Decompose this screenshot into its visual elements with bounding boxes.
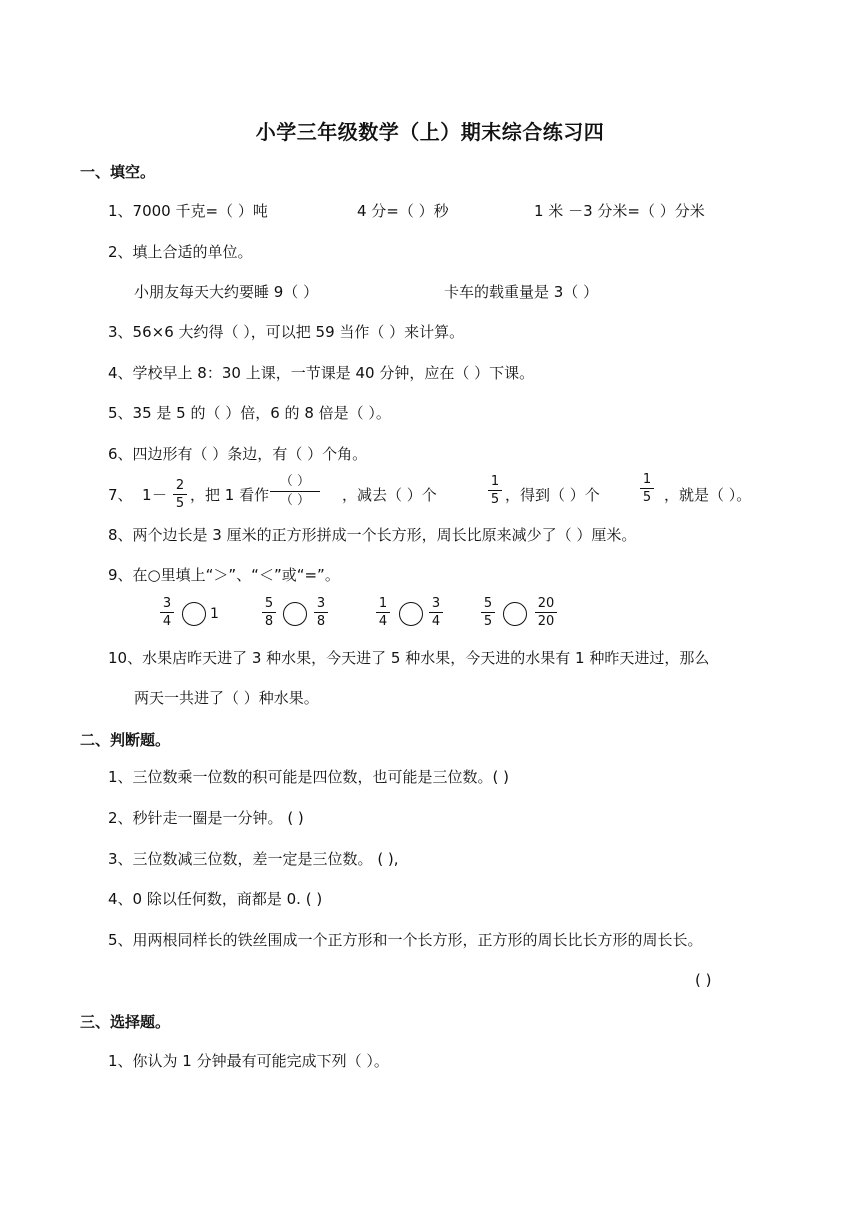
fraction-denominator: 5 <box>642 490 652 505</box>
compare-b-left <box>262 596 276 629</box>
question-6: 6、四边形有（ ）条边，有（ ）个角。 <box>108 445 368 463</box>
fraction-numerator: 1 <box>378 596 388 611</box>
question-1c: 1 米 －3 分米=（ ）分米 <box>534 202 705 220</box>
question-7-text-4: ，就是（ ）。 <box>664 486 752 504</box>
question-5: 5、35 是 5 的（ ）倍，6 的 8 倍是（ ）。 <box>108 404 391 422</box>
section-judge-heading: 二、判断题。 <box>80 731 171 749</box>
page-title: 小学三年级数学（上）期末综合练习四 <box>255 120 605 144</box>
compare-d-right <box>535 596 557 629</box>
fraction-bar <box>535 612 557 613</box>
fraction-bar <box>488 490 502 491</box>
question-7-text-3: ，得到（ ）个 <box>505 486 600 504</box>
question-7-one: 1 <box>142 486 152 504</box>
fraction-one-fifth-a <box>488 474 502 507</box>
compare-d-left <box>481 596 495 629</box>
fraction-bar <box>640 488 654 489</box>
question-7-text-2: ，减去（ ）个 <box>342 486 437 504</box>
judge-3: 3、三位数减三位数，差一定是三位数。 ( ), <box>108 850 399 868</box>
fraction-bar <box>160 612 174 613</box>
compare-c-left <box>376 596 390 629</box>
question-2b: 卡车的载重量是 3（ ） <box>444 283 599 301</box>
judge-1: 1、三位数乘一位数的积可能是四位数，也可能是三位数。( ) <box>108 768 510 786</box>
fraction-bar <box>270 491 320 492</box>
fraction-one-fifth-b <box>640 472 654 505</box>
question-9: 9、在○里填上“＞”、“＜”或“=”。 <box>108 566 340 584</box>
fraction-numerator: 5 <box>483 596 493 611</box>
question-1a: 1、7000 千克=（ ）吨 <box>108 202 268 220</box>
fraction-denominator: 5 <box>175 496 185 511</box>
fraction-numerator: 20 <box>537 596 555 611</box>
question-10-line-2: 两天一共进了（ ）种水果。 <box>134 689 319 707</box>
question-2: 2、填上合适的单位。 <box>108 243 253 261</box>
fraction-denominator: 5 <box>483 614 493 629</box>
fraction-denominator: 20 <box>537 614 555 629</box>
fraction-numerator: 1 <box>642 472 652 487</box>
question-7-text-1: ，把 1 看作 <box>190 486 270 504</box>
compare-circle-b[interactable] <box>283 602 307 626</box>
fraction-blank <box>270 474 320 509</box>
question-1b: 4 分=（ ）秒 <box>357 202 449 220</box>
fraction-bar <box>173 494 187 495</box>
fraction-numerator: 3 <box>316 596 326 611</box>
fraction-denominator: 4 <box>378 614 388 629</box>
fraction-bar <box>376 612 390 613</box>
judge-5-blank: ( ) <box>695 971 712 989</box>
judge-5: 5、用两根同样长的铁丝围成一个正方形和一个长方形，正方形的周长比长方形的周长长。 <box>108 931 703 949</box>
fraction-denominator: 4 <box>431 614 441 629</box>
question-3: 3、56×6 大约得（ ），可以把 59 当作（ ）来计算。 <box>108 323 465 341</box>
compare-circle-c[interactable] <box>399 602 423 626</box>
compare-b-right <box>314 596 328 629</box>
fraction-numerator: 3 <box>431 596 441 611</box>
compare-a-left <box>160 596 174 629</box>
fraction-blank-numerator: （ ） <box>279 474 311 489</box>
fraction-denominator: 4 <box>162 614 172 629</box>
fraction-bar <box>481 612 495 613</box>
fraction-numerator: 3 <box>162 596 172 611</box>
question-7-minus: － <box>152 486 168 504</box>
compare-c-right <box>429 596 443 629</box>
judge-2: 2、秒针走一圈是一分钟。 ( ) <box>108 809 304 827</box>
fraction-two-fifths <box>173 478 187 511</box>
section-fill-heading: 一、填空。 <box>80 163 156 181</box>
fraction-numerator: 5 <box>264 596 274 611</box>
judge-4: 4、0 除以任何数，商都是 0. ( ) <box>108 890 323 908</box>
question-8: 8、两个边长是 3 厘米的正方形拼成一个长方形，周长比原来减少了（ ）厘米。 <box>108 526 637 544</box>
fraction-denominator: 5 <box>490 492 500 507</box>
fraction-denominator: 8 <box>264 614 274 629</box>
compare-circle-a[interactable] <box>182 602 206 626</box>
fraction-numerator: 2 <box>175 478 185 493</box>
fraction-blank-denominator: （ ） <box>279 493 311 508</box>
fraction-denominator: 8 <box>316 614 326 629</box>
question-10-line-1: 10、水果店昨天进了 3 种水果，今天进了 5 种水果，今天进的水果有 1 种昨天进过，那么 <box>108 649 710 667</box>
question-7-number: 7、 <box>108 486 133 504</box>
fraction-bar <box>262 612 276 613</box>
fraction-numerator: 1 <box>490 474 500 489</box>
compare-circle-d[interactable] <box>503 602 527 626</box>
compare-a-right: 1 <box>210 606 219 622</box>
fraction-bar <box>314 612 328 613</box>
section-choice-heading: 三、选择题。 <box>80 1013 171 1031</box>
fraction-bar <box>429 612 443 613</box>
question-4: 4、学校早上 8：30 上课，一节课是 40 分钟，应在（ ）下课。 <box>108 364 535 382</box>
choice-1: 1、你认为 1 分钟最有可能完成下列（ ）。 <box>108 1052 389 1070</box>
question-2a: 小朋友每天大约要睡 9（ ） <box>134 283 319 301</box>
